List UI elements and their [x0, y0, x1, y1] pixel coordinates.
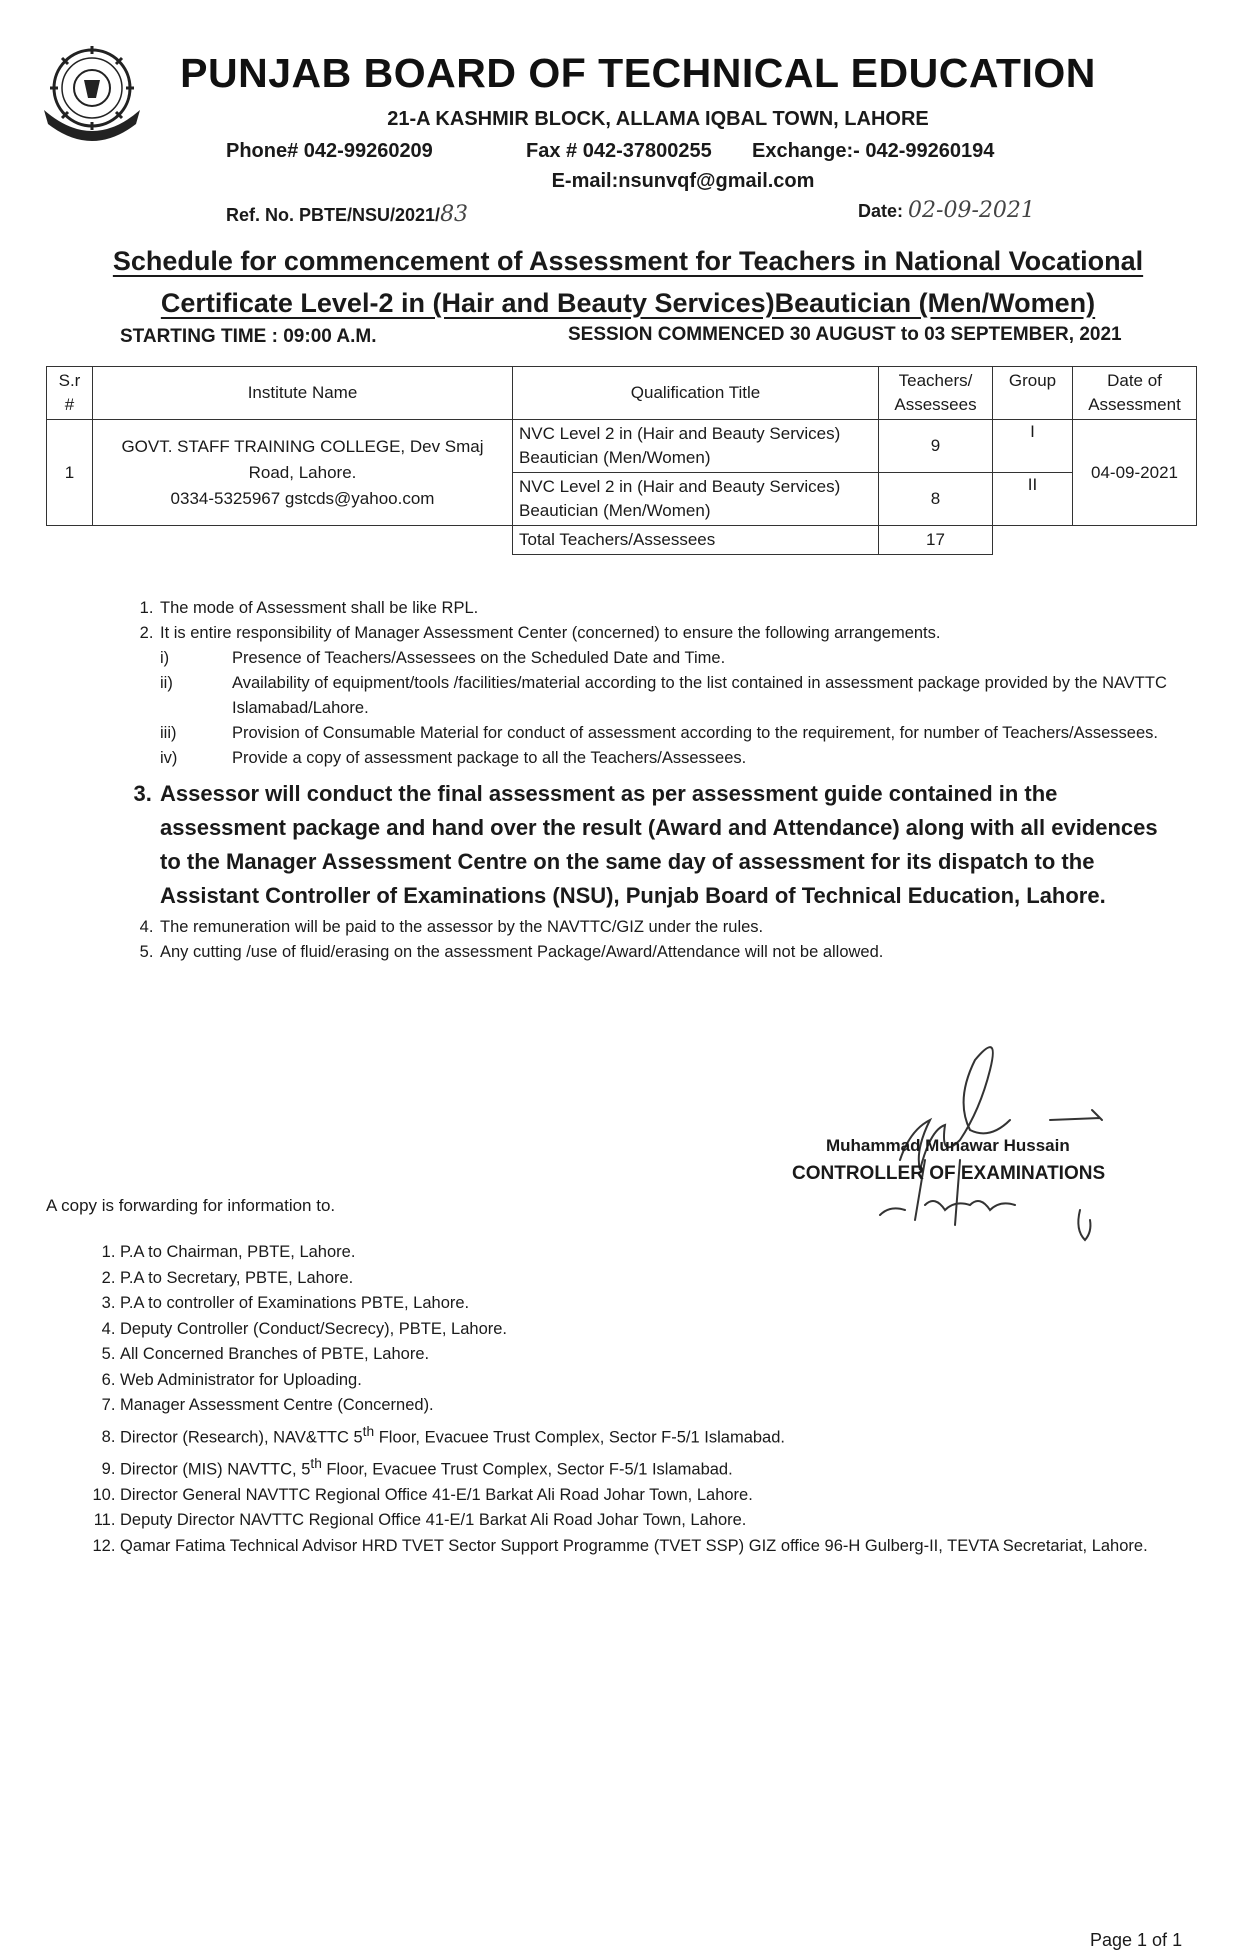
page-number: Page 1 of 1	[1090, 1930, 1183, 1950]
list-item: 5. All Concerned Branches of PBTE, Lahore.	[120, 1342, 1220, 1368]
sub-item	[160, 746, 1178, 771]
header-sr: S.r #	[47, 367, 93, 420]
organization-name: PUNJAB BOARD OF TECHNICAL EDUCATION	[180, 50, 1096, 96]
instruction-item: 5. Any cutting /use of fluid/erasing on the assessment Package/Award/Attendance will not be allowed.	[158, 940, 1178, 965]
list-item: 11. Deputy Director NAVTTC Regional Office 41-E/1 Barkat Ali Road Johar Town, Lahore.	[120, 1508, 1220, 1534]
session-period: SESSION COMMENCED 30 AUGUST to 03 SEPTEMBER, 2021	[568, 324, 1122, 345]
list-item-text: Floor, Evacuee Trust Complex, Sector F-5/1 Islamabad.	[321, 1460, 733, 1478]
total-label: Total Teachers/Assessees	[513, 526, 879, 555]
sub-item-text: Presence of Teachers/Assessees on the Scheduled Date and Time.	[232, 649, 726, 667]
cell-qualification: NVC Level 2 in (Hair and Beauty Services) Beautician (Men/Women)	[513, 473, 879, 526]
instructions-list	[120, 596, 1178, 965]
cell-teachers: 8	[879, 473, 993, 526]
phone-number: Phone# 042-99260209	[226, 140, 433, 162]
instruction-item	[158, 621, 1178, 771]
arrangements-sublist	[160, 646, 1178, 771]
organization-address: 21-A KASHMIR BLOCK, ALLAMA IQBAL TOWN, LAHORE	[387, 108, 929, 130]
document-date	[858, 198, 1035, 223]
list-item: 3. P.A to controller of Examinations PBTE, Lahore.	[120, 1291, 1220, 1317]
institute-name-line-1: GOVT. STAFF TRAINING COLLEGE, Dev Smaj	[121, 436, 484, 456]
sub-item-text: Provide a copy of assessment package to all the Teachers/Assessees.	[232, 749, 747, 767]
date-handwritten: 02-09-2021	[908, 198, 1035, 223]
list-item-text: Floor, Evacuee Trust Complex, Sector F-5/1 Islamabad.	[374, 1428, 785, 1446]
instruction-item: 3. Assessor will conduct the final assessment as per assessment guide contained in the assessment package and hand over the result (Award and Attendance) along with all evidences to the Manager Assessment Centre on the same day of assessment for its dispatch to the Assistant Controller of Examinations (NSU), Punjab Board of Technical Education, Lahore.	[158, 777, 1178, 913]
schedule-table	[46, 366, 1197, 555]
instruction-item: 4. The remuneration will be paid to the assessor by the NAVTTC/GIZ under the rules.	[158, 915, 1178, 940]
handwritten-signature-icon	[730, 1010, 1190, 1250]
superscript: th	[310, 1455, 322, 1471]
cell-date: 04-09-2021	[1073, 420, 1197, 526]
table-total-row	[47, 526, 1197, 555]
cell-qualification: NVC Level 2 in (Hair and Beauty Services) Beautician (Men/Women)	[513, 420, 879, 473]
date-label: Date:	[858, 201, 904, 221]
sub-item	[160, 671, 1178, 721]
cell-teachers: 9	[879, 420, 993, 473]
list-item	[120, 1419, 1220, 1451]
reference-handwritten: 83	[440, 202, 469, 227]
total-value: 17	[879, 526, 993, 555]
list-item-text: Director (MIS) NAVTTC, 5	[120, 1460, 311, 1478]
sub-item-number: ii)	[160, 674, 173, 692]
cell-institute	[93, 420, 513, 526]
list-item: 2. P.A to Secretary, PBTE, Lahore.	[120, 1266, 1220, 1292]
list-item: 1. P.A to Chairman, PBTE, Lahore.	[120, 1240, 1220, 1266]
list-item	[120, 1451, 1220, 1483]
starting-time: STARTING TIME : 09:00 A.M.	[120, 326, 377, 347]
superscript: th	[362, 1423, 375, 1439]
copy-forwarding-heading: A copy is forwarding for information to.	[46, 1196, 336, 1215]
list-item: 7. Manager Assessment Centre (Concerned).	[120, 1393, 1220, 1419]
organization-email: E-mail:nsunvqf@gmail.com	[551, 170, 815, 192]
sub-item-number: iii)	[160, 724, 177, 742]
list-item-text: Director (Research), NAV&TTC 5	[120, 1428, 363, 1446]
subject-line-2: Certificate Level-2 in (Hair and Beauty Services)Beautician (Men/Women)	[160, 288, 1096, 318]
fax-number: Fax # 042-37800255	[526, 140, 712, 162]
sub-item-number: iv)	[160, 749, 178, 767]
header-teachers: Teachers/ Assessees	[879, 367, 993, 420]
institute-contact: 0334-5325967 gstcds@yahoo.com	[170, 488, 435, 508]
signatory-name: Muhammad Munawar Hussain	[826, 1136, 1070, 1155]
cell-group: I	[993, 420, 1073, 473]
cell-sr: 1	[47, 420, 93, 526]
table-row	[47, 420, 1197, 473]
sub-item	[160, 721, 1178, 746]
sub-item-text: Availability of equipment/tools /facilities/material according to the list contained in assessment package provided by the NAVTTC Islamabad/Lahore.	[232, 674, 1167, 717]
list-item: 10. Director General NAVTTC Regional Office 41-E/1 Barkat Ali Road Johar Town, Lahore.	[120, 1483, 1220, 1509]
instruction-text: It is entire responsibility of Manager Assessment Center (concerned) to ensure the following arrangements.	[160, 624, 941, 642]
sub-item	[160, 646, 1178, 671]
list-item: 4. Deputy Controller (Conduct/Secrecy), PBTE, Lahore.	[120, 1317, 1220, 1343]
list-item: 6. Web Administrator for Uploading.	[120, 1368, 1220, 1394]
reference-number	[226, 202, 468, 227]
cell-group: II	[993, 473, 1073, 526]
subject-line-1: Schedule for commencement of Assessment for Teachers in National Vocational	[112, 246, 1144, 276]
exchange-number: Exchange:- 042-99260194	[752, 140, 995, 162]
header-group: Group	[993, 367, 1073, 420]
signatory-title: CONTROLLER OF EXAMINATIONS	[792, 1163, 1106, 1184]
copy-recipients-list	[84, 1240, 1220, 1559]
institute-name-line-2: Road, Lahore.	[248, 462, 357, 482]
reference-label: Ref. No. PBTE/NSU/2021/	[226, 205, 441, 225]
table-header-row	[47, 367, 1197, 420]
sub-item-number: i)	[160, 649, 170, 667]
header-qualification: Qualification Title	[513, 367, 879, 420]
subject-heading	[0, 240, 1256, 324]
header-date: Date of Assessment	[1073, 367, 1197, 420]
header-institute: Institute Name	[93, 367, 513, 420]
list-item: 12. Qamar Fatima Technical Advisor HRD TVET Sector Support Programme (TVET SSP) GIZ office 96-H Gulberg-II, TEVTA Secretariat, Lahore.	[120, 1534, 1220, 1560]
sub-item-text: Provision of Consumable Material for conduct of assessment according to the requirement, for number of Teachers/Assessees.	[232, 724, 1158, 742]
instruction-item: 1. The mode of Assessment shall be like RPL.	[158, 596, 1178, 621]
